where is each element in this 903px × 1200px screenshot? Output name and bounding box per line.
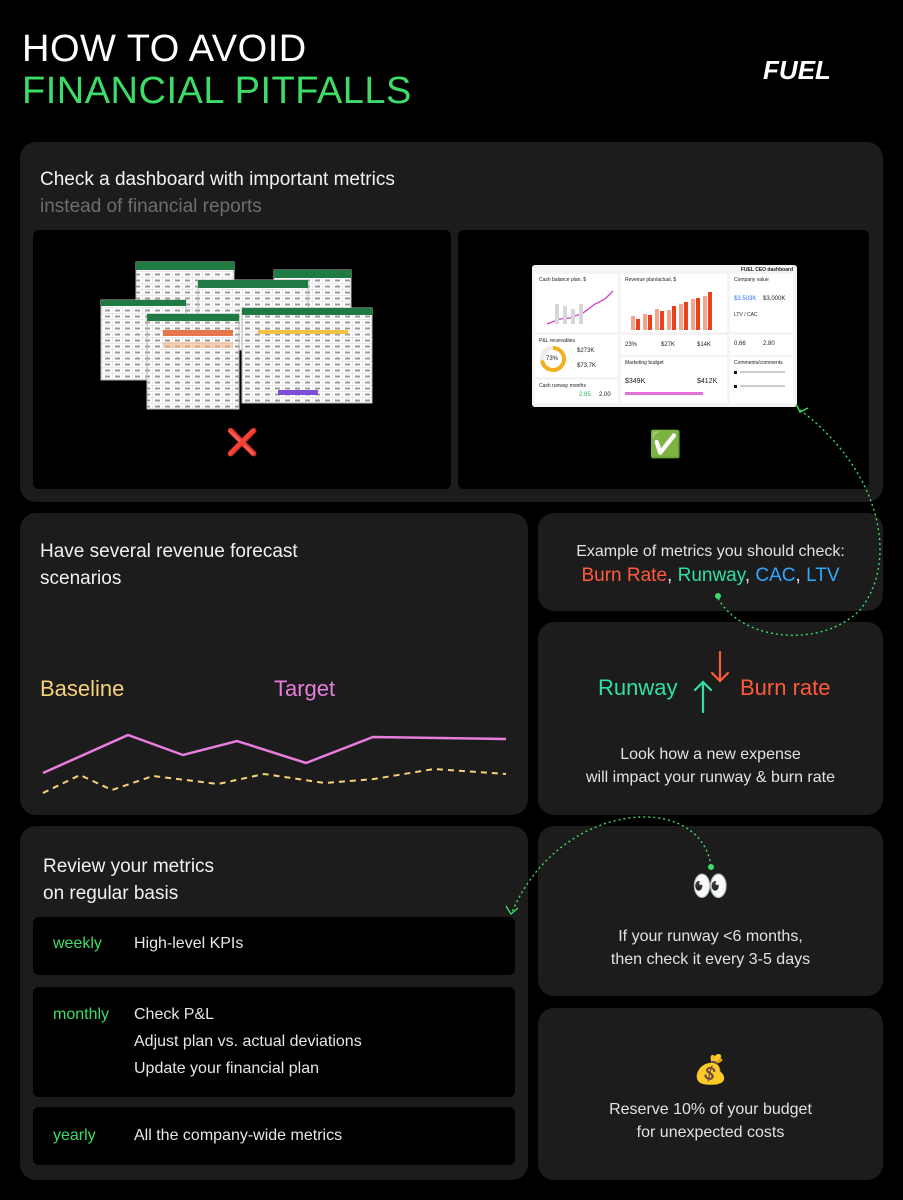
review-title-line-1: Review your metrics xyxy=(43,856,215,877)
metric-cac: CAC xyxy=(755,565,796,586)
review-row-yearly xyxy=(33,1107,515,1165)
weekly-item-1: High-level KPIs xyxy=(134,935,244,952)
dashboard-card-subtitle: instead of financial reports xyxy=(40,196,262,217)
mock-pl-percent: 73% xyxy=(546,356,559,362)
runway-check-line-2: then check it every 3-5 days xyxy=(610,951,811,968)
metric-ltv: LTV xyxy=(806,565,840,586)
forecast-card xyxy=(20,513,528,815)
mock-ceo-dashboard xyxy=(532,265,797,407)
money-bag-icon: 💰 xyxy=(693,1054,728,1085)
mock-marketing-panel xyxy=(621,357,727,403)
mock-runway-value-2: 2.00 xyxy=(599,392,611,398)
mock-runway-value-1: 2.85 xyxy=(579,392,591,398)
mock-metrics-panel xyxy=(621,335,727,355)
period-yearly: yearly xyxy=(53,1127,96,1144)
mock-runway-label: Cash runway months xyxy=(539,383,586,389)
mock-metric-1: 23% xyxy=(625,342,638,348)
review-card xyxy=(20,826,528,1180)
monthly-item-1: Check P&L xyxy=(134,1006,215,1023)
review-row-monthly xyxy=(33,987,515,1097)
eyes-icon: 👀 xyxy=(691,870,730,903)
mock-cac-value: 2.80 xyxy=(763,341,775,347)
mock-runway-panel xyxy=(535,380,618,403)
mock-marketing-bar xyxy=(625,392,703,395)
metrics-intro: Example of metrics you should check: xyxy=(576,543,845,560)
mock-comments-panel xyxy=(730,357,793,403)
dashboard-panel xyxy=(458,230,869,489)
mock-metric-3: $14K xyxy=(697,342,712,348)
runway-check-line-1: If your runway <6 months, xyxy=(618,928,803,945)
title-line-1: HOW TO AVOID xyxy=(22,28,307,70)
yearly-item-1: All the company-wide metrics xyxy=(134,1127,343,1144)
metric-burn-rate: Burn Rate xyxy=(581,565,668,586)
forecast-lines xyxy=(20,513,528,815)
burn-rate-label: Burn rate xyxy=(740,675,831,700)
mock-ltv-value: 0.66 xyxy=(734,341,746,347)
mock-company-label: Company value xyxy=(734,277,769,283)
mock-brand: FUEL CEO dashboard xyxy=(740,267,793,273)
monthly-item-3: Update your financial plan xyxy=(134,1060,320,1077)
runway-desc-line-2: will impact your runway & burn rate xyxy=(586,769,835,786)
mock-cash-label: Cash balance plan, $ xyxy=(539,277,586,283)
period-monthly: monthly xyxy=(53,1006,110,1023)
baseline-label: Baseline xyxy=(40,676,125,701)
review-card-title xyxy=(43,853,214,907)
title-line-2: FINANCIAL PITFALLS xyxy=(22,70,412,112)
mock-marketing-label: Marketing budget xyxy=(625,360,664,366)
budget-line-2: for unexpected costs xyxy=(636,1124,785,1141)
arrow-up-icon xyxy=(695,682,711,712)
dashboard-card xyxy=(20,142,883,502)
mock-pl-panel xyxy=(535,335,618,377)
arrow-down-icon xyxy=(712,652,728,681)
target-line xyxy=(43,735,506,773)
mock-metric-2: $27K xyxy=(661,342,676,348)
runway-desc-line-1: Look how a new expense xyxy=(620,746,801,763)
metric-runway: Runway xyxy=(677,565,745,586)
mock-pl-value-1: $273K xyxy=(577,348,595,354)
runway-burn-description xyxy=(538,743,883,789)
budget-reserve-card xyxy=(538,1008,883,1180)
runway-check-text xyxy=(538,925,883,971)
target-label: Target xyxy=(274,676,336,701)
runway-burn-arrows xyxy=(684,648,744,718)
mock-company-value-1: $3,503K xyxy=(734,296,757,302)
review-title-line-2: on regular basis xyxy=(43,883,179,904)
runway-label: Runway xyxy=(598,675,678,700)
spreadsheet-panel xyxy=(33,230,451,489)
mock-comments-label: Comments/comments xyxy=(734,360,783,366)
baseline-line xyxy=(43,769,506,793)
correct-check-icon: ✅ xyxy=(649,429,682,459)
fuel-logo xyxy=(745,56,850,84)
logo-text: FUEL xyxy=(763,56,831,84)
mock-revenue-label: Revenue plan/actual, $ xyxy=(625,277,677,283)
forecast-title-line-1: Have several revenue forecast xyxy=(40,541,298,562)
mock-ltv-cac-label: LTV / CAC xyxy=(734,312,758,318)
runway-burn-card xyxy=(538,622,883,815)
budget-line-1: Reserve 10% of your budget xyxy=(609,1101,812,1118)
metrics-card xyxy=(538,513,883,611)
forecast-title-line-2: scenarios xyxy=(40,568,122,589)
budget-reserve-text xyxy=(538,1098,883,1144)
mock-pl-value-2: $73.7K xyxy=(577,363,597,369)
metrics-list: Burn Rate, Runway, CAC, LTV xyxy=(581,565,840,586)
mock-marketing-value-1: $349K xyxy=(625,378,646,385)
mock-company-panel xyxy=(730,274,793,332)
review-row-weekly xyxy=(33,917,515,975)
mock-revenue-panel xyxy=(621,274,727,332)
incorrect-mark-icon: ❌ xyxy=(226,427,259,457)
monthly-item-2: Adjust plan vs. actual deviations xyxy=(134,1033,362,1050)
mock-marketing-value-2: $412K xyxy=(697,378,718,385)
period-weekly: weekly xyxy=(53,935,102,952)
mock-pl-label: P&L receivables xyxy=(539,338,575,344)
runway-check-card xyxy=(538,826,883,996)
mock-cash-panel xyxy=(535,274,618,332)
mock-ltv-panel xyxy=(730,335,793,355)
mock-company-value-2: $3,000K xyxy=(763,296,786,302)
page-title xyxy=(22,28,412,112)
dashboard-card-title: Check a dashboard with important metrics xyxy=(40,169,395,190)
